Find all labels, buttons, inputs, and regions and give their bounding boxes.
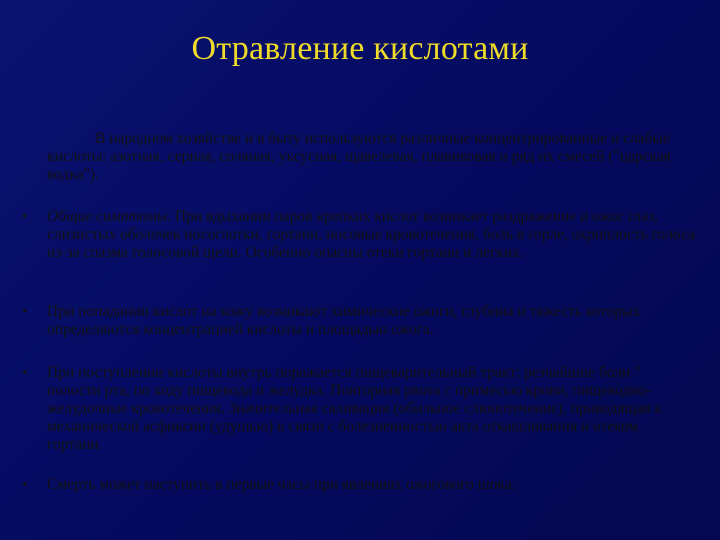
bullet-marker: • bbox=[22, 209, 28, 225]
bullet-body: При вдыхании паров крепких кислот возникает раздражение и ожог глаз, слизистых оболочек носоглотки, гортани, носовые кровотечения, боль в горле, охриплость голоса из-за спазма голосовой щели. Особенно опасны отеки гортани и легких. bbox=[47, 208, 696, 261]
intro-paragraph: В народном хозяйстве и в быту используются различные концентрированные и слабые кислоты: азотная, серная, соляная, уксусная, щавелевая, плавиковая и ряд их смесей ("царская водка"). bbox=[47, 130, 671, 183]
bullet-text: При попадании кислот на кожу возникают химические ожоги, глубина и тяжесть которых определяются концентрацией кислоты и площадью ожога. bbox=[47, 303, 641, 338]
bullet-text bbox=[47, 208, 697, 262]
bullet-marker: • bbox=[22, 365, 28, 381]
bullet-text: Смерть может наступить в первые часы при явлениях ожогового шока. bbox=[47, 476, 516, 493]
bullet-text: При поступлении кислоты внутрь поражается пищеварительный тракт: резчайшие боли " полости рта, по ходу пищевода и желудка. Повторная рвота с примесью крови, пищеводно-желудочные кровотечения. Значительная саливация (обильное слюнотечение), приводящая к механической асфиксии (удушью) в связи с болезненностью акта откашливания и отеком гортани. bbox=[47, 364, 662, 453]
bullet-marker: • bbox=[22, 477, 28, 493]
bullet-marker: • bbox=[22, 304, 28, 320]
bullet-lead: Общие симптомы. bbox=[47, 208, 172, 225]
slide-title: Отравление кислотами bbox=[191, 30, 529, 67]
